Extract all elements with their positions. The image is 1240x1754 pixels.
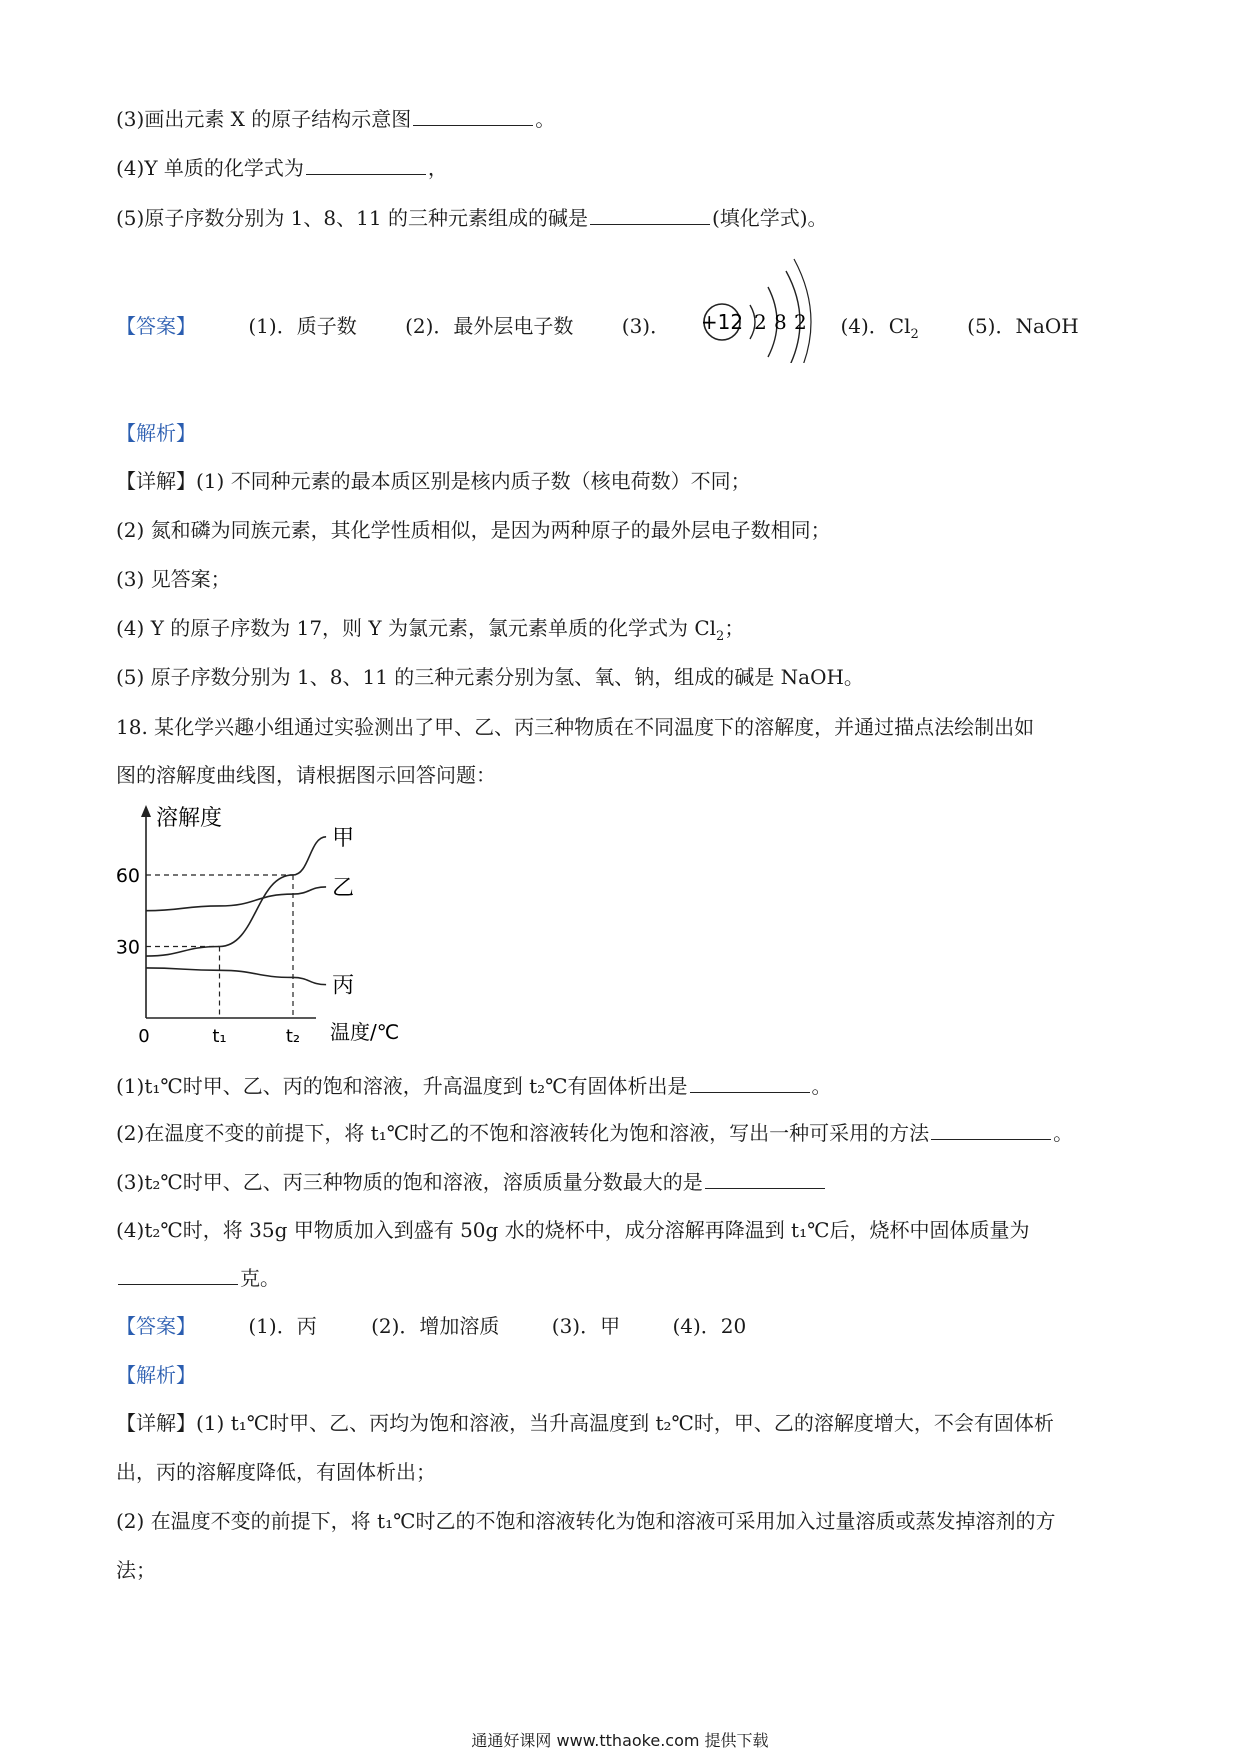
series-label-2: 乙 <box>332 875 355 901</box>
q18-detail-1-line2: 出，丙的溶解度降低，有固体析出； <box>116 1460 436 1484</box>
x-tick-label-1: t₁ <box>212 1026 227 1047</box>
q18-answer-row <box>116 1310 746 1339</box>
y-axis-label: 溶解度 <box>156 806 223 831</box>
y-tick-label-60: 60 <box>116 864 140 887</box>
q17-detail-2: (2) 氮和磷为同族元素，其化学性质相似，是因为两种原子的最外层电子数相同； <box>116 518 831 542</box>
answer-blank <box>590 206 710 225</box>
q18-part4-line1: (4)t₂℃时，将 35g 甲物质加入到盛有 50g 水的烧杯中，成分溶解再降温到 t₁℃后，烧杯中固体质量为 <box>116 1218 1030 1242</box>
answer-tag: 【答案】 <box>116 1314 196 1338</box>
answer-blank <box>690 1074 810 1093</box>
answer-tag: 【答案】 <box>116 314 196 338</box>
q17-part4: (4)Y 单质的化学式为 ， <box>116 156 448 180</box>
solubility-chart <box>116 803 416 1048</box>
q18-detail-1-line1: 【详解】(1) t₁℃时甲、乙、丙均为饱和溶液，当升高温度到 t₂℃时，甲、乙的溶解度增大，不会有固体析 <box>116 1411 1054 1435</box>
answer-2: (2)．最外层电子数 <box>405 314 574 338</box>
series-line-1 <box>146 837 326 956</box>
answer-3: (3)． <box>621 314 671 338</box>
series-line-2 <box>146 887 326 911</box>
q18-detail-2-line2: 法； <box>116 1558 156 1582</box>
answer-3: (3)．甲 <box>551 1314 621 1338</box>
q17-analysis-tag: 【解析】 <box>116 421 196 445</box>
x-axis-label: 温度/℃ <box>330 1020 400 1044</box>
nucleus-label: +12 <box>700 310 744 334</box>
answer-4: (4)．20 <box>672 1314 747 1338</box>
q18-stem-line-1: 18. 某化学兴趣小组通过实验测出了甲、乙、丙三种物质在不同温度下的溶解度，并通过描点法绘制出如 <box>116 715 1035 739</box>
page-footer: 通通好课网 www.tthaoke.com 提供下载 <box>471 1731 769 1750</box>
answer-blank <box>413 107 533 126</box>
q18-analysis-tag: 【解析】 <box>116 1363 196 1387</box>
x-tick-label-2: t₂ <box>285 1026 301 1047</box>
shell-2-electrons: 8 <box>774 310 787 334</box>
q18-part4-line2: 克。 <box>116 1262 280 1291</box>
chart-axes <box>141 805 399 1044</box>
answer-blank <box>931 1121 1051 1140</box>
series-label-1: 甲 <box>332 825 355 851</box>
q17-detail-4: (4) Y 的原子序数为 17，则 Y 为氯元素，氯元素单质的化学式为 $Cl_2$； <box>116 616 745 644</box>
q18-part2: (2)在温度不变的前提下，将 t₁℃时乙的不饱和溶液转化为饱和溶液，写出一种可采用的方法 。 <box>116 1121 1074 1145</box>
y-axis-arrow <box>141 805 151 817</box>
answer-blank <box>306 156 426 175</box>
q17-part5: (5)原子序数分别为 1、8、11 的三种元素组成的碱是 (填化学式)。 <box>116 206 828 230</box>
q17-detail-5: (5) 原子序数分别为 1、8、11 的三种元素分别为氢、氧、钠，组成的碱是 NaOH。 <box>116 665 864 689</box>
series-label-3: 丙 <box>332 973 355 999</box>
answer-4: (4)．$Cl_2$ <box>840 314 919 342</box>
y-tick-label-30: 30 <box>116 936 140 959</box>
q17-part3: (3)画出元素 X 的原子结构示意图 。 <box>116 107 556 131</box>
answer-blank <box>118 1266 238 1285</box>
answer-5: (5)．NaOH <box>967 314 1079 338</box>
answer-2: (2)．增加溶质 <box>371 1314 500 1338</box>
series-line-3 <box>146 968 326 985</box>
shell-1-electrons: 2 <box>754 310 767 334</box>
q17-answer-row <box>116 310 1079 342</box>
answer-1: (1)．丙 <box>248 1314 317 1338</box>
q18-detail-2-line1: (2) 在温度不变的前提下，将 t₁℃时乙的不饱和溶液转化为饱和溶液可采用加入过量溶质或蒸发掉溶剂的方 <box>116 1509 1056 1533</box>
q17-detail-1: 【详解】(1) 不同种元素的最本质区别是核内质子数（核电荷数）不同； <box>116 469 751 493</box>
x-tick-label-0: 0 <box>138 1026 150 1047</box>
q18-part1: (1)t₁℃时甲、乙、丙的饱和溶液，升高温度到 t₂℃有固体析出是 。 <box>116 1074 832 1098</box>
atom-structure-diagram <box>694 243 824 363</box>
q18-stem-line-2: 图的溶解度曲线图，请根据图示回答问题： <box>116 763 496 787</box>
answer-blank <box>705 1170 825 1189</box>
q17-detail-3: (3) 见答案； <box>116 567 231 591</box>
q18-part3: (3)t₂℃时甲、乙、丙三种物质的饱和溶液，溶质质量分数最大的是 <box>116 1166 827 1195</box>
chart-marks <box>116 826 354 1047</box>
answer-1: (1)．质子数 <box>248 314 357 338</box>
shell-3-electrons: 2 <box>794 310 807 334</box>
